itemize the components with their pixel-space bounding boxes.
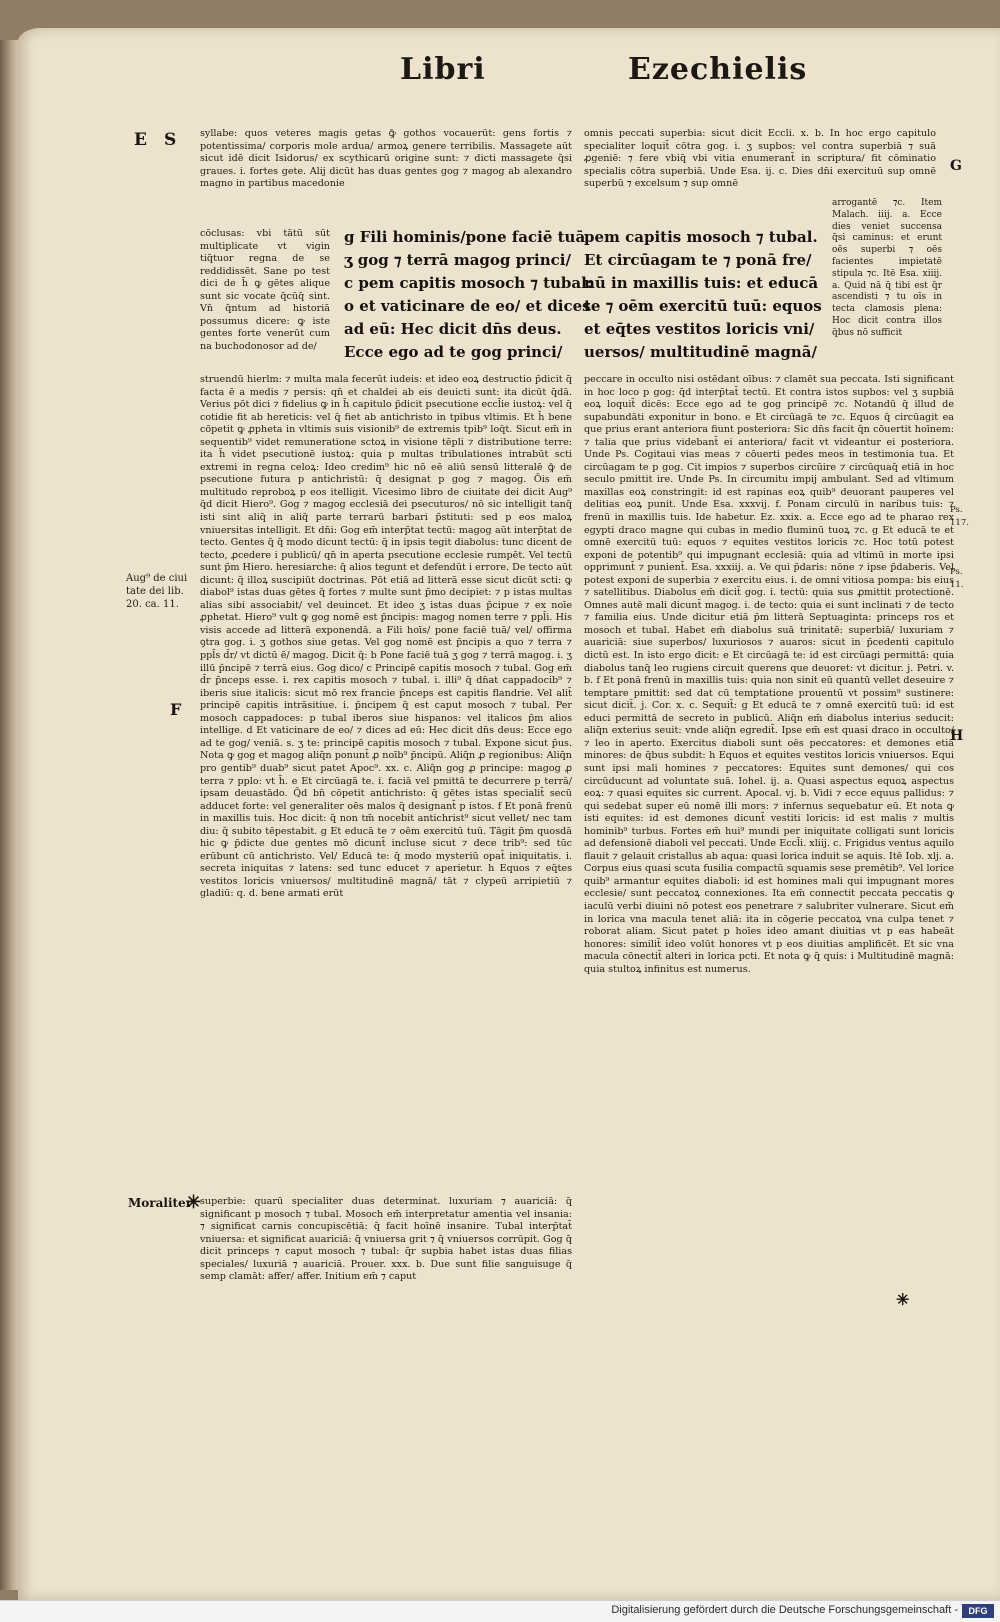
section-marker-s: S xyxy=(164,130,177,150)
book-edge xyxy=(0,40,20,1590)
scripture-line: ad eū: Hec dicit dn̄s deus. xyxy=(344,320,562,338)
commentary-paragraph: cōclusas: vbi tātū sūt multiplicate vt vigin tiq̄tuor regna de se reddidissēt. Sane po test dici de h̄ ꝙ gētes alique sunt sic vocate q̄cūq̄ sint. Vn̄ q̄ntum ad historiā possumus dicere: ꝙ iste gentes forte venerūt cum na buchodonosor ad de/ xyxy=(200,228,330,352)
footer-bar xyxy=(0,1600,1000,1622)
margin-note-augustine: Aug⁹ de ciui tate dei lib. 20. ca. 11. xyxy=(126,573,188,610)
commentary-left-top xyxy=(200,128,572,228)
scripture-line: pem capitis mosoch ⁊ tubal. xyxy=(584,228,818,246)
commentary-paragraph: syllabe: quos veteres magis getas ꝙ̄ gothos vocauerūt: gens fortis ⁊ potentissima/ corporis mole ardua/ armoꝝ genere terribilis. Massagete aūt sicut idē dicit Isidorus/ ex scythicarū origine sunt: ⁊ dicti massagete q̄si graues. i. fortes gete. Alij dicūt has duas gentes gog ⁊ magog ab alexandro magno in partibus macedonie xyxy=(200,128,572,190)
section-marker-g: G xyxy=(950,158,962,174)
commentary-paragraph: struendū hierlm: ⁊ multa mala fecerūt iudeis: et ideo eoꝝ destructio p̄dicit̄ q̄ facta ē a medis ⁊ persis: qn̄ et chaldei ab eis deuicti sunt: ita dicūt q̄dā. Verius pōt dici ⁊ fidelius ꝙ in h̄ capitulo p̄dicit psecutione eccl̄ie iustoꝝ: vel q̄ cotidie fit ab hereticis: vel q̄ fiet ab antichristo in tpibus vltimis. Et h̄ bene cōpetit ꝙ ꝓpheta in vltimis suis visionib⁹ de extremis tpib⁹ loq̄t. Sicut em̄ in sequentib⁹ videt remuneratione sctoꝝ in visione tēpli ⁊ distributione terre: ita h̄ videt psecutionē iustoꝝ: quia p multas tribulationes intrabūt scti extremi in regna celoꝝ: Ideo credim⁹ hic nō eē aliū sensū litteralē ꝙ̄ de psecutione futura p antichristū: q̄ designat p gog ⁊ magog. Ōis em̄ multitudo reproboꝝ p eos itelligit. Vicesimo libro de ciuitate dei dicit Aug⁹ q̄d dicit Hiero⁹. Gog ⁊ magog ecclesiā dei psecuturos/ nō sic intelligit tanq̄ isti sint aliq̄ in aliq̄ parte terrarū barbari p̄stituti: sed p eos maloꝝ vniuersitas intelligit. Et dn̄i: Gog em̄ interp̄tat tectū: magog aūt interp̄tat de tecto. Gentes q̄ q̄ modo dicunt tectū: q̄ in ipsis tegit diabolus: tunc dicent de tecto, ꝓcedere i publicū/ qn̄ in aperta psecutione ecclesie rumpēt. Vel tectū sunt p̄m Hiero. heresiarche: q̄ alios tegunt et defendūt i errore. De tecto aūt dicunt: q̄ illoꝝ suscipiūt doctrinas. Pōt etiā ad litterā esse sicut dicūt scti: ꝙ diabol⁹ istas duas gētes q̄ fortes ⁊ multe sunt p̄mo decipiet: ⁊ p istas multas alias sibi associabit/ vel deuincet. Et ideo ʒ istas duas p̄cipue ⁊ ex noīe ꝓphetat. Hiero⁹ vult ꝙ gog nomē est p̄ncipis: magog nomen terre ⁊ ppl̄i. His visis accede ad litterā exponendā. a Fili hoīs/ pone faciē tuā/ vel/ offirma ꝯtra gog. i. ʒ gothos siue getas. Vel gog nomē est p̄ncipis a quo ⁊ terra ⁊ ppl̄s d̄r/ vt dictū ē/ magog. Dicit q̄: b Pone faciē tuā ʒ gog ⁊ terrā magog. i. ʒ illū p̄ncipē ⁊ terrā eius. Gog dico/ c Principē capitis mosoch ⁊ tubal. Gog em̄ d̄r p̄nceps esse. i. rex capitis mosoch ⁊ tubal. i. illi⁹ q̄ dn̄at cappadocib⁹ ⁊ iberis siue italicis: sicut mō rex francie p̄nceps est capitis flandrie. Vel alit̄ principē capitis intrāsitiue. i. p̄ncipem q̄ est caput mosoch ⁊ tubal. Per mosoch cappadoces: p tubal iberos siue hispanos: vel italicos p̄m alios intellige. d Et vaticinare de eo/ ⁊ dices ad eū: Hec dicit dn̄s deus: Ecce ego ad te gog/ veniā. s. ʒ te: principē capitis mosoch ⁊ tubal. Expone sicut p̄us. Nota ꝙ gog et magog aliq̄n ponunt̄ ꝓ noīb⁹ p̄ncipū. Aliq̄n ꝓ regionibus: Aliq̄n pro gentib⁹ duab⁹ sicut patet Apoc⁹. xx. c. Aliq̄n gog ꝓ principe: magog ꝓ terra ⁊ pplo: vt h̄. e Et circūagā te. i. faciā vel pmittā te decurrere p terrā/ ipsam deuastādo. Q̄d bn̄ cōpetit antichristo: q̄ gētes istas specialit̄ secū adducet forte: vel generaliter oēs malos q̄ designant̄ p istos. f Et ponā frenū in maxillis tuis. Hoc dicit: q̄ non tm̄ nocebit antichrist⁹ sicut vellet/ nec tam diu: q̄ subito tēpestabit. g Et educā te ⁊ oēm exercitū tuū. Tāgit p̄m quosdā hic ꝙ p̄dicte due gentes mō dicunt̄ incluse sicut ⁊ dece trib⁹: sed tūc erūbunt cū antichristo. Vel/ Educā te: q̄ modo mysteriū opat̄ iniquitatis. i. secreta iniquitas ⁊ latens: sed tunc educet ⁊ aperietur. h Equos ⁊ eq̄tes vestitos loricis vniuersos/ multitudinē magnā/ tāt ⁊ clypeū arripietiū ⁊ gladiū: q. d. bene armati erūt xyxy=(200,374,572,900)
margin-note-psalm-1: Ps. 117. xyxy=(950,505,969,528)
commentary-paragraph: superbie: quarū specialiter duas determinat. luxuriam ⁊ auariciā: q̄ significant p mosoch ⁊ tubal. Mosoch em̄ interpretatur amentia vel insania: ⁊ significat carnis concupiscētiā: q̄ facit hoīnē insanire. Tubal interp̄tat̄ vniuersa: et significat auariciā: q̄ vniuersa grit ⁊ q̄ vniuersos corrūpit. Gog q̄ dicit princeps ⁊ caput mosoch ⁊ tubal: q̄r supbia habet istas duas filias speciales/ luxuriā ⁊ auariciā. Prouer. xxx. b. Due sunt filie sanguisuge q̄ semp clamāt: affer/ affer. Initium em̄ ⁊ caput xyxy=(200,1196,572,1283)
scripture-line: uersos/ multitudinē magnā/ xyxy=(584,343,817,361)
running-head-right: Ezechielis xyxy=(628,52,808,87)
footer-credit: Digitalisierung gefördert durch die Deutsche Forschungsgemeinschaft - xyxy=(611,1604,958,1616)
section-marker-e: E xyxy=(134,130,147,150)
scripture-line: c pem capitis mosoch ⁊ tubal: xyxy=(344,274,593,292)
margin-note-psalm-2: Ps. 11. xyxy=(950,567,964,590)
scripture-line: g Fili hominis/pone faciē tuā xyxy=(344,228,586,246)
scripture-block-right xyxy=(584,226,824,364)
commentary-left-moral xyxy=(200,1196,572,1306)
scripture-line: nū in maxillis tuis: et educā xyxy=(584,274,819,292)
commentary-left-narrow xyxy=(200,228,330,374)
margin-note-moraliter: Moraliter xyxy=(128,1196,193,1210)
commentary-paragraph: peccare in occulto nisi ostēdant oībus: ⁊ clamēt sua peccata. Isti significant̄ in hoc loco p gog: q̄d interp̄tat̄ tectū. Et contra istos supbos: vel ʒ supbiā eoꝝ loquit̄ dicēs: Ecce ego ad te gog principē ⁊c. Notandū q̄ illud de supabundāti exponitur in bono. e Et circūagā te ⁊c. Equos q̄ circūagit ea que prius erant anteriora fiunt posteriora: Sic dn̄s facit q̄n cōuertit hoīnem: ⁊ talia que prius videbant̄ ei anteriora/ facit vt videantur ei posteriora. Unde Ps. Cogitaui vias meas ⁊ cōuerti pedes meos in testimonia tua. Et circūagam te p gog. Cit impios ⁊ superbos circūire ⁊ circūquaq̄ etiā in hoc seculo pmittit ire. Unde Ps. In circumitu impij ambulant. Sed ad vltimum maxillas eoꝝ constringit: id est rapinas eoꝝ quib⁹ deuorant pauperes vel delitias eoꝝ punit. Unde Esa. xxxvij. f. Ponam circulū in naribus tuis: ⁊ frenū in maxillis tuis. Ide habetur. Ez. xxix. a. Ecce ego ad te pharao rex egypti draco magne qui cubas in medio fluminū tuoꝝ ⁊c. g Et educā te et omnē exercitū tuū: equos ⁊ equites vestitos loricis ⁊c. Hoc totū potest exponi de potentib⁹ qui impugnant ecclesiā: quia ad vltimū in morte ipsi opprimunt̄ ⁊ punient̄. Esa. xxxiij. a. Ve qui p̄daris: nōne ⁊ ipse p̄daberis. Vel potest exponi de superbia ⁊ exercitu eius. i. de omni vitiosa pompa: bis eius ⁊ satellitibus. Diabolus em̄ dicit̄ gog. i. tectū: quia sus ꝓmittit protectionē. Omnes autē mali dicunt̄ magog. i. de tecto: quia ei sunt inclinati ⁊ de tecto ⁊ familia eius. Unde dicitur etiā p̄m litterā Septuaginta: princeps ros et mosoch et tubal. Habet em̄ diabolus suā trinitatē: superbiā/ luxuriam ⁊ auariciā: siue superbos/ luxuriosos ⁊ auaros: sicut in p̄cedenti capitulo dictū est. In isto ergo dicit: e Et circūagā te: id est circūagi permittā: quia diabolus tanq̄ leo rugiens circuit querens que deuoret: vt dicitur. j. Petri. v. b. f Et ponā frenū in maxillis tuis: quia non sinit eū quantū vellet deseuire ⁊ temptare pmittit: sed dat cū temptatione prouentū vt possim⁹ sustinere: sicut dicit̄. j. Cor. x. c. Sequit̄: g Et educā te ⁊ omnē exercitū tuū: id est educi permittā de secreto in publicū. Aliq̄n em̄ diabolus interius seducit: aliq̄n exterius seuit: vnde aliq̄n egredit̄. Ipse em̄ est quasi draco in occulto/ ⁊ leo in aperto. Exercitus diaboli sunt oēs peccatores: et demones etiā minores: de q̄bus subdit: h Equos et equites vestitos loricis vniuersos. Equi sunt ipsi mali homines ⁊ peccatores: Equites sunt demones/ qui cos circūducunt ad voluntate suā. Iohel. ij. a. Quasi aspectus equoꝝ aspectus eoꝝ: ⁊ quasi equites sic current. Apocal. vj. b. Vidi ⁊ ecce equus pallidus: ⁊ qui sedebat super eū nomē illi mors: ⁊ infernus sequebatur eū. Et nota ꝙ isti equites: id est demones dicunt̄ vestiti loricis: id est malis ⁊ multis hominib⁹ turbus. Fortes em̄ hui⁹ mundi per iniquitate colligati sunt loricis ad defensionē diaboli vel peccati. Unde Eccl̄i. xliij. c. Frigidus ventus aquilo flauit ⁊ gelauit cristallus ab aqua: quasi lorica induit se aquis. Itē Iob. xlj. a. Corpus eius quasi scuta fusilia compactū squamis sese premētib⁹. Vel lorice quib⁹ armantur equites diaboli: id est homines mali qui impugnant mores ecclesie/ sunt peccatoꝝ connexiones. Ita em̄ connectit peccata peccatis ꝙ iaculū verbi diuini nō potest eos penetrare ⁊ salubriter vulnerare. Sicut em̄ in lorica vna macula tenet aliā: ita in cōgerie peccatoꝝ vna culpa tenet ⁊ roborat aliam. Sicut patet p hoīes ideo amant diuitias vt p eas habeāt honores: similit̄ ideo volūt honores vt p eos diuitias amplificēt. Et sic vna macula cōnectit̄ alteri in lorica pcti. Et nota ꝙ q̄ quis: i Multitudinē magnā: quia stultoꝝ infinitus est numerus. xyxy=(584,374,954,975)
section-marker-h: H xyxy=(950,728,964,744)
commentary-right-narrow xyxy=(832,198,942,374)
scripture-line: Ecce ego ad te gog princi/ xyxy=(344,343,563,361)
scripture-line: te ⁊ oēm exercitū tuū: equos xyxy=(584,297,822,315)
commentary-paragraph: omnis peccati superbia: sicut dicit̄ Eccl̄i. x. b. In hoc ergo capitulo specialiter loquit̄ cōtra gog. i. ʒ supbos: vel contra superbiā ⁊ suā ꝓgeniē: ⁊ fere vbiq̄ vbi vitia enumerant̄ in scriptura/ fit cōminatio specialis cōtra superbiā. Unde Esa. ij. c. Dies dn̄i exercituū sup omnē superbū ⁊ excelsum ⁊ sup omnē xyxy=(584,128,936,190)
dfg-logo[interactable]: DFG xyxy=(962,1604,994,1618)
scripture-block-left xyxy=(344,226,593,364)
asterisk-marker: ✳ xyxy=(186,1192,202,1213)
commentary-right-main xyxy=(584,374,954,1304)
asterisk-marker-end: ✳ xyxy=(896,1290,910,1309)
section-marker-f: F xyxy=(170,700,182,719)
scripture-line: ʒ gog ⁊ terrā magog princi/ xyxy=(344,251,571,269)
commentary-paragraph: arrogantē ⁊c. Item Malach. iiij. a. Ecce dies veniet succensa q̄si caminus: et erunt oēs superbi ⁊ oēs facientes impietatē stipula ⁊c. Itē Esa. xiiij. a. Quid nā q̄ tibi est q̄r ascendisti ⁊ tu oīs in tecta clamosis plena: Hoc dicit contra illos q̄bus nō sufficit xyxy=(832,198,942,338)
scripture-line: Et circūagam te ⁊ ponā fre/ xyxy=(584,251,812,269)
running-head-left: Libri xyxy=(400,52,486,87)
scripture-line: o et vaticinare de eo/ et dices xyxy=(344,297,591,315)
scripture-line: et eq̄tes vestitos loricis vni/ xyxy=(584,320,815,338)
